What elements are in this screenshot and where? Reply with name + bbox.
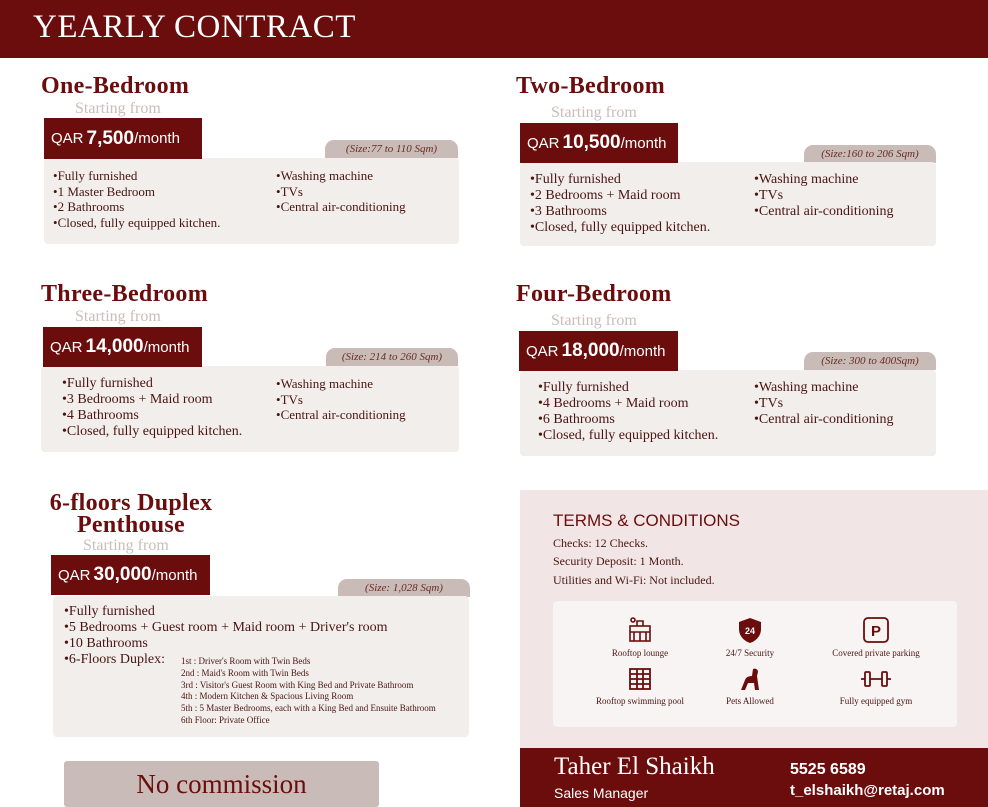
amenity-gym	[806, 666, 946, 706]
amenity-label: Fully equipped gym	[839, 696, 913, 706]
feature-list-left	[62, 376, 242, 440]
feature-item: • 10 Bathrooms	[64, 636, 388, 652]
price-currency: QAR	[50, 338, 83, 356]
price-period: /month	[619, 342, 666, 360]
feature-item: • 2 Bedrooms + Maid room	[530, 188, 710, 204]
price-period: /month	[143, 338, 190, 356]
price-value: 7,500	[86, 127, 135, 149]
price-value: 18,000	[561, 340, 620, 361]
amenity-label: Covered private parking	[832, 648, 920, 658]
agent-email[interactable]: t_elshaikh@retaj.com	[790, 782, 945, 799]
feature-item: • Central air-conditioning	[754, 204, 894, 220]
price-value: 30,000	[93, 564, 152, 585]
penthouse-title-line-2: Penthouse	[76, 512, 186, 538]
floor-item: 5th : 5 Master Bedrooms, each with a King Bed and Ensuite Bathroom	[181, 703, 436, 714]
feature-item: • Closed, fully equipped kitchen.	[62, 424, 242, 440]
feature-item: • 2 Bathrooms	[53, 199, 220, 215]
agent-phone[interactable]: 5525 6589	[790, 761, 866, 778]
size-badge: (Size: 1,028 Sqm)	[338, 579, 470, 597]
size-badge: (Size:77 to 110 Sqm)	[325, 140, 458, 158]
starting-from-label: Starting from	[551, 104, 637, 121]
feature-item: • Central air-conditioning	[276, 407, 406, 423]
price-period: /month	[134, 130, 180, 147]
feature-item: • TVs	[276, 392, 406, 408]
price-currency: QAR	[526, 342, 559, 360]
price-currency: QAR	[51, 130, 84, 147]
feature-item: • Central air-conditioning	[754, 412, 894, 428]
rooftop-lounge-icon	[625, 616, 655, 644]
price-period: /month	[620, 134, 667, 152]
feature-item: • 4 Bedrooms + Maid room	[538, 396, 718, 412]
floor-item: 2nd : Maid's Room with Twin Beds	[181, 667, 309, 678]
feature-item: • TVs	[754, 188, 894, 204]
swimming-pool-icon	[625, 666, 655, 692]
feature-list-right	[276, 376, 406, 423]
page-title: YEARLY CONTRACT	[33, 9, 356, 45]
feature-item: • 1 Master Bedroom	[53, 184, 220, 200]
price-box	[44, 118, 202, 159]
feature-item: • Closed, fully equipped kitchen.	[530, 220, 710, 236]
price-period: /month	[151, 566, 198, 584]
parking-icon	[861, 616, 891, 644]
price-currency: QAR	[58, 566, 91, 584]
starting-from-label: Starting from	[75, 100, 161, 117]
unit-title-three-bedroom: Three-Bedroom	[41, 281, 208, 307]
terms-line-utilities: Utilities and Wi-Fi: Not included.	[553, 573, 715, 587]
pets-icon	[735, 666, 765, 692]
amenity-label: Rooftop swimming pool	[595, 696, 684, 706]
amenity-parking	[806, 616, 946, 658]
unit-title-one-bedroom: One-Bedroom	[41, 73, 190, 99]
feature-item: • Closed, fully equipped kitchen.	[53, 215, 220, 231]
terms-title: TERMS & CONDITIONS	[553, 511, 741, 530]
terms-line-checks: Checks: 12 Checks.	[553, 536, 648, 550]
security-24-7-icon	[735, 616, 765, 644]
feature-item: • 6 Bathrooms	[538, 412, 718, 428]
svg-text:P: P	[870, 623, 882, 640]
starting-from-label: Starting from	[551, 312, 637, 329]
price-value: 14,000	[85, 336, 144, 357]
feature-item: • Fully furnished	[530, 172, 710, 188]
feature-item: • 6-Floors Duplex:	[64, 652, 388, 668]
price-box	[520, 123, 678, 163]
feature-item: • 3 Bedrooms + Maid room	[62, 392, 242, 408]
feature-item: • Central air-conditioning	[276, 199, 406, 215]
size-badge: (Size: 214 to 260 Sqm)	[326, 348, 458, 366]
feature-item: • Washing machine	[754, 172, 894, 188]
feature-item: • TVs	[754, 396, 894, 412]
page-header	[0, 0, 988, 58]
agent-name: Taher El Shaikh	[554, 753, 715, 780]
size-badge: (Size: 300 to 400Sqm)	[804, 352, 936, 370]
amenity-label: Pets Allowed	[726, 696, 774, 706]
unit-title-four-bedroom: Four-Bedroom	[516, 281, 672, 307]
size-badge: (Size:160 to 206 Sqm)	[804, 145, 936, 163]
dumbbell-icon	[859, 666, 893, 692]
feature-list-left	[538, 380, 718, 444]
feature-item: • Closed, fully equipped kitchen.	[538, 428, 718, 444]
floor-breakdown-list	[181, 656, 436, 727]
floor-item: 1st : Driver's Room with Twin Beds	[181, 656, 311, 666]
feature-item: • TVs	[276, 184, 406, 200]
feature-item: • Fully furnished	[62, 376, 242, 392]
feature-item: • 5 Bedrooms + Guest room + Maid room + Driver's room	[64, 620, 388, 636]
floor-item: 4th : Modern Kitchen & Spacious Living Room	[181, 691, 354, 702]
feature-item: • 3 Bathrooms	[530, 204, 710, 220]
starting-from-label: Starting from	[75, 308, 161, 325]
feature-item: • 4 Bathrooms	[62, 408, 242, 424]
amenity-label: Rooftop lounge	[611, 648, 669, 658]
feature-item: • Fully furnished	[64, 604, 388, 620]
no-commission-banner: No commission	[64, 761, 379, 807]
feature-item: • Washing machine	[754, 380, 894, 396]
floor-item: 6th Floor: Private Office	[181, 714, 270, 725]
price-value: 10,500	[562, 132, 621, 153]
feature-list-right	[754, 172, 894, 220]
price-currency: QAR	[527, 134, 560, 152]
feature-item: • Fully furnished	[53, 168, 220, 184]
feature-list-left	[530, 172, 710, 236]
amenity-pets	[680, 666, 820, 706]
unit-title-two-bedroom: Two-Bedroom	[516, 73, 666, 99]
floor-item: 3rd : Visitor's Guest Room with King Bed and Private Bathroom	[181, 679, 414, 690]
price-box	[43, 327, 202, 367]
feature-item: • Fully furnished	[538, 380, 718, 396]
amenity-label: 24/7 Security	[725, 648, 775, 658]
feature-list-left	[53, 168, 220, 230]
terms-line-deposit: Security Deposit: 1 Month.	[553, 554, 684, 568]
starting-from-label: Starting from	[83, 537, 169, 554]
price-box	[519, 331, 678, 371]
agent-role: Sales Manager	[554, 785, 649, 801]
feature-list-right	[276, 168, 406, 215]
amenity-security	[680, 616, 820, 658]
feature-item: • Washing machine	[276, 168, 406, 184]
unit-title-penthouse	[44, 492, 218, 536]
penthouse-title-line-1: 6-floors Duplex	[49, 490, 213, 516]
feature-item: • Washing machine	[276, 376, 406, 392]
price-box	[51, 555, 210, 595]
feature-list-right	[754, 380, 894, 428]
svg-text:24: 24	[744, 626, 756, 636]
